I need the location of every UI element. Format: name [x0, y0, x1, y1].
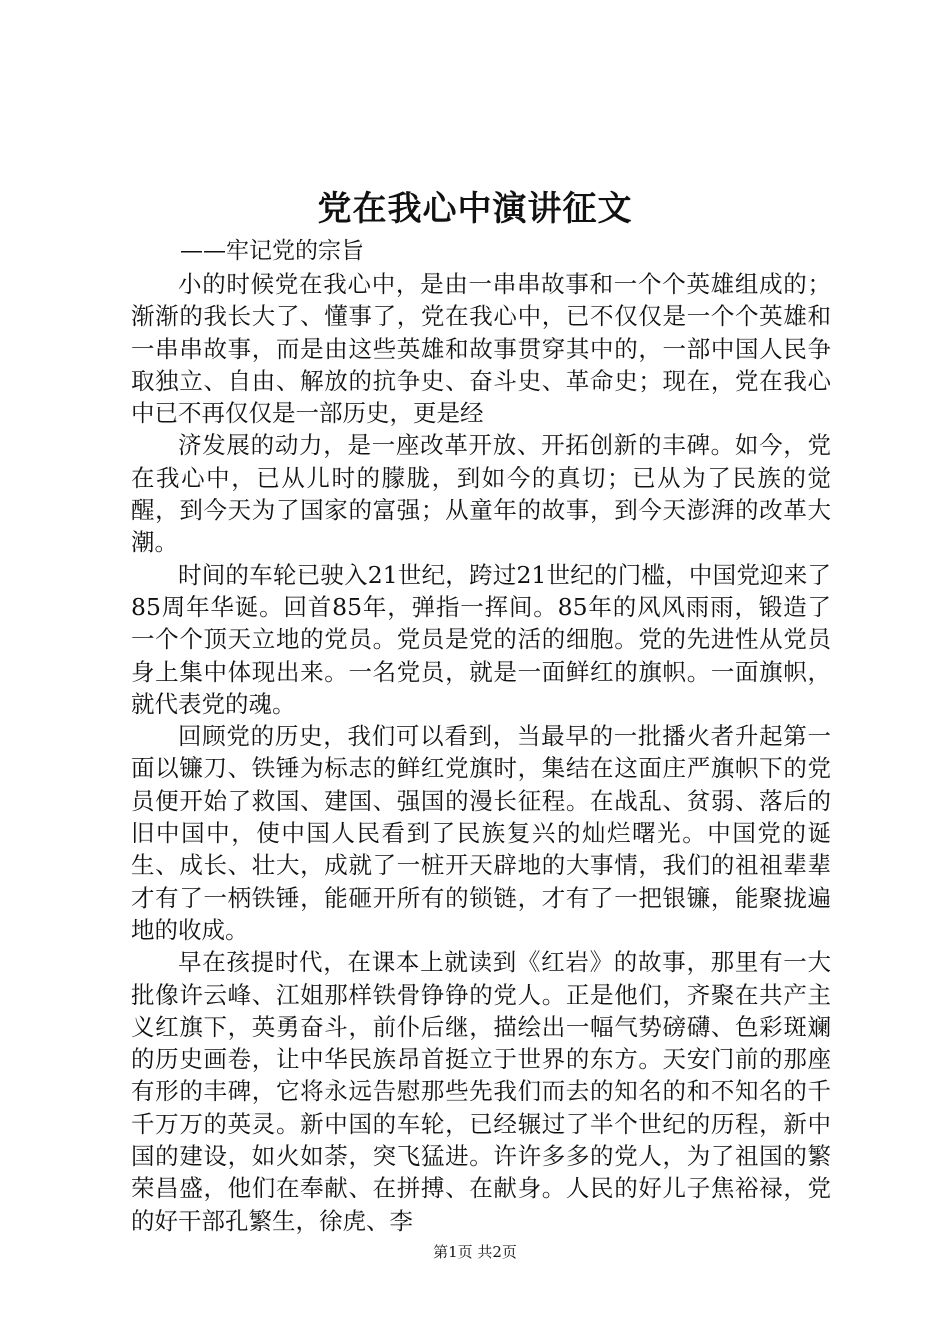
paragraph-4: 回顾党的历史，我们可以看到，当最早的一批播火者升起第一面以镰刀、铁锤为标志的鲜红党旗时，集结在这面庄严旗帜下的党员便开始了救国、建国、强国的漫长征程。在战乱、贫弱、落后的旧中国中，使中国人民看到了民族复兴的灿烂曙光。中国党的诞生、成长、壮大，成就了一桩开天辟地的大事情，我们的祖祖辈辈才有了一柄铁锤，能砸开所有的锁链，才有了一把银镰，能聚拢遍地的收成。 [131, 722, 831, 944]
document-title: 党在我心中演讲征文 [317, 189, 633, 229]
paragraph-1: 小的时候党在我心中，是由一串串故事和一个个英雄组成的；渐渐的我长大了、懂事了，党在我心中，已不仅仅是一个个英雄和一串串故事，而是由这些英雄和故事贯穿其中的，一部中国人民争取独立、自由、解放的抗争史、奋斗史、革命史；现在，党在我心中已不再仅仅是一部历史，更是经 [131, 270, 831, 428]
paragraph-3: 时间的车轮已驶入21世纪，跨过21世纪的门槛，中国党迎来了85周年华诞。回首85年，弹指一挥间。85年的风风雨雨，锻造了一个个顶天立地的党员。党员是党的活的细胞。党的先进性从党员身上集中体现出来。一名党员，就是一面鲜红的旗帜。一面旗帜，就代表党的魂。 [131, 560, 831, 718]
paragraph-5: 早在孩提时代，在课本上就读到《红岩》的故事，那里有一大批像许云峰、江姐那样铁骨铮铮的党人。正是他们，齐聚在共产主义红旗下，英勇奋斗，前仆后继，描绘出一幅气势磅礴、色彩斑斓的历史画卷，让中华民族昂首挺立于世界的东方。天安门前的那座有形的丰碑，它将永远告慰那些先我们而去的知名的和不知名的千千万万的英灵。新中国的车轮，已经辗过了半个世纪的历程，新中国的建设，如火如荼，突飞猛进。许许多多的党人，为了祖国的繁荣昌盛，他们在奉献、在拼搏、在献身。人民的好儿子焦裕禄，党的好干部孔繁生，徐虎、李 [131, 948, 831, 1235]
document-body [131, 268, 831, 1237]
page-number-footer: 第1页 共2页 [433, 1243, 517, 1261]
document-subtitle: ——牢记党的宗旨 [180, 238, 364, 264]
paragraph-2: 济发展的动力，是一座改革开放、开拓创新的丰碑。如今，党在我心中，已从儿时的朦胧，到如今的真切；已从为了民族的觉醒，到今天为了国家的富强；从童年的故事，到今天澎湃的改革大潮。 [131, 431, 831, 557]
